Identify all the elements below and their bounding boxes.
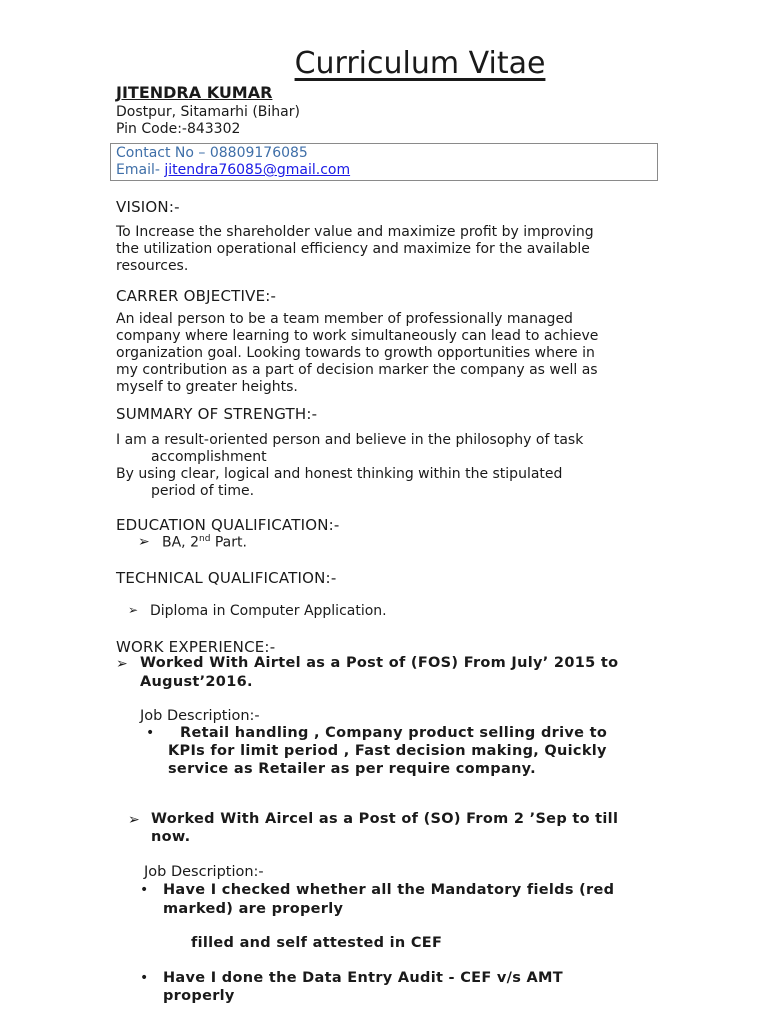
job2-desc-line: filled and self attested in CEF	[191, 935, 443, 951]
strength-line: period of time.	[151, 483, 255, 499]
objective-line: An ideal person to be a team member of professionally managed	[116, 311, 573, 327]
vision-line: To Increase the shareholder value and maximize profit by improving	[116, 224, 594, 240]
job2-desc-line: properly	[163, 988, 235, 1004]
job2-line: Worked With Aircel as a Post of (SO) From 2 ’Sep to till	[151, 811, 619, 827]
dot-bullet-icon: •	[146, 725, 155, 741]
job1-line: August’2016.	[140, 674, 253, 690]
vision-line: resources.	[116, 258, 189, 274]
strength-heading: SUMMARY OF STRENGTH:-	[116, 405, 318, 423]
work-heading: WORK EXPERIENCE:-	[116, 638, 276, 656]
objective-line: organization goal. Looking towards to growth opportunities where in	[116, 345, 595, 361]
contact-email-row	[116, 162, 350, 178]
arrow-bullet-icon: ➢	[116, 656, 128, 672]
dot-bullet-icon: •	[140, 882, 149, 898]
arrow-bullet-icon: ➢	[138, 534, 150, 550]
job2-desc-line: Have I checked whether all the Mandatory fields (red	[163, 882, 615, 898]
candidate-name: JITENDRA KUMAR	[116, 83, 273, 102]
address-line-1: Dostpur, Sitamarhi (Bihar)	[116, 104, 300, 120]
job1-desc-heading: Job Description:-	[140, 708, 260, 724]
job1-line: Worked With Airtel as a Post of (FOS) From July’ 2015 to	[140, 655, 619, 671]
dot-bullet-icon: •	[140, 970, 149, 986]
arrow-bullet-icon: ➢	[128, 812, 140, 828]
strength-line: accomplishment	[151, 449, 267, 465]
strength-line: By using clear, logical and honest thinking within the stipulated	[116, 466, 563, 482]
page-title: Curriculum Vitae	[294, 46, 546, 81]
objective-line: company where learning to work simultaneously can lead to achieve	[116, 328, 599, 344]
job2-desc-line: marked) are properly	[163, 901, 344, 917]
job2-desc-line: Have I done the Data Entry Audit - CEF v/s AMT	[163, 970, 563, 986]
job1-desc-line: Retail handling , Company product selling drive to	[180, 725, 608, 741]
arrow-bullet-icon: ➢	[128, 603, 139, 617]
email-link[interactable]: jitendra76085@gmail.com	[164, 162, 351, 178]
job2-line: now.	[151, 829, 191, 845]
vision-line: the utilization operational efficiency and maximize for the available	[116, 241, 590, 257]
technical-heading: TECHNICAL QUALIFICATION:-	[116, 569, 337, 587]
email-label: Email-	[116, 162, 165, 178]
vision-heading: VISION:-	[116, 198, 180, 216]
job2-desc-heading: Job Description:-	[144, 864, 264, 880]
address-line-2: Pin Code:-843302	[116, 121, 241, 137]
education-heading: EDUCATION QUALIFICATION:-	[116, 516, 340, 534]
education-item: BA, 2nd Part.	[162, 534, 247, 551]
objective-line: my contribution as a part of decision marker the company as well as	[116, 362, 598, 378]
job1-desc-line: KPIs for limit period , Fast decision making, Quickly	[168, 743, 607, 759]
strength-line: I am a result-oriented person and believe in the philosophy of task	[116, 432, 584, 448]
technical-item: Diploma in Computer Application.	[150, 603, 387, 619]
job1-desc-line: service as Retailer as per require company.	[168, 761, 536, 777]
objective-heading: CARRER OBJECTIVE:-	[116, 287, 277, 305]
contact-phone: Contact No – 08809176085	[116, 145, 308, 161]
objective-line: myself to greater heights.	[116, 379, 298, 395]
